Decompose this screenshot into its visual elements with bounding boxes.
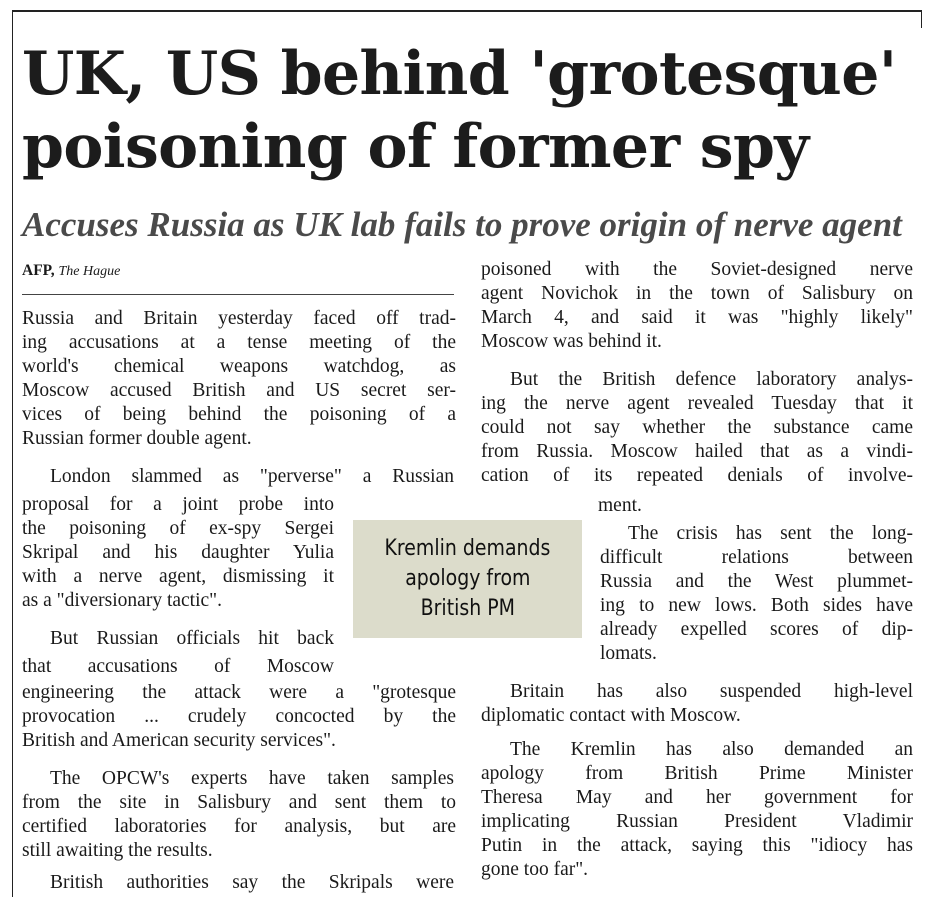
body-text-line: poisoned with the Soviet-designed nerve: [481, 259, 913, 280]
body-text-line: But Russian officials hit back: [50, 628, 334, 649]
right-column-rule: [921, 10, 922, 28]
body-text-line: Moscow was behind it.: [481, 331, 662, 352]
body-text-line: with a nerve agent, dismissing it: [22, 566, 334, 587]
body-text-line: provocation ... crudely concocted by the: [22, 706, 456, 727]
byline-agency: AFP,: [22, 262, 55, 279]
body-text-line: cation of its repeated denials of involve-: [481, 465, 913, 486]
body-text-line: difficult relations between: [600, 547, 913, 568]
body-text-line: Russian former double agent.: [22, 428, 252, 449]
body-text-line: world's chemical weapons watchdog, as: [22, 356, 456, 377]
body-text-line: diplomatic contact with Moscow.: [481, 705, 741, 726]
byline: [22, 262, 120, 280]
body-text-line: gone too far".: [481, 859, 589, 880]
headline: [22, 38, 927, 184]
body-text-line: Putin in the attack, saying this "idiocy has: [481, 835, 913, 856]
body-text-line: The OPCW's experts have taken samples: [50, 768, 454, 789]
body-text-line: ment.: [598, 495, 642, 516]
body-text-line: Skripal and his daughter Yulia: [22, 542, 334, 563]
body-text-line: apology from British Prime Minister: [481, 763, 913, 784]
headline-line: UK, US behind 'grotesque': [22, 39, 897, 109]
headline-line: poisoning of former spy: [22, 112, 809, 182]
pull-quote: [353, 520, 582, 638]
body-text-line: The crisis has sent the long-: [628, 523, 913, 544]
body-text-line: vices of being behind the poisoning of a: [22, 404, 456, 425]
body-text-line: could not say whether the substance came: [481, 417, 913, 438]
body-text-line: still awaiting the results.: [22, 840, 213, 861]
body-text-line: the poisoning of ex-spy Sergei: [22, 518, 334, 539]
left-column-rule: [12, 10, 13, 897]
body-text-line: implicating Russian President Vladimir: [481, 811, 913, 832]
body-text-line: engineering the attack were a "grotesque: [22, 682, 456, 703]
body-text-line: ing to new lows. Both sides have: [600, 595, 913, 616]
pull-quote-line: apology from: [404, 566, 531, 591]
top-rule: [12, 10, 922, 12]
body-text-line: ing accusations at a tense meeting of the: [22, 332, 456, 353]
body-text-line: proposal for a joint probe into: [22, 494, 334, 515]
body-text-line: British and American security services".: [22, 730, 336, 751]
body-text-line: from the site in Salisbury and sent them to: [22, 792, 456, 813]
body-text-line: Russia and the West plummet-: [600, 571, 913, 592]
body-text-line: But the British defence laboratory analys-: [510, 369, 913, 390]
body-text-line: as a "diversionary tactic".: [22, 590, 223, 611]
body-text-line: British authorities say the Skripals were: [50, 872, 454, 893]
body-text-line: Russia and Britain yesterday faced off trad-: [22, 308, 456, 329]
body-text-line: ing the nerve agent revealed Tuesday that it: [481, 393, 913, 414]
body-text-line: Moscow accused British and US secret ser-: [22, 380, 456, 401]
pull-quote-line: Kremlin demands: [384, 536, 551, 561]
deck-subheadline: Accuses Russia as UK lab fails to prove origin of nerve agent: [22, 205, 902, 244]
body-text-line: lomats.: [600, 643, 657, 664]
byline-rule: [22, 294, 454, 295]
body-text-line: March 4, and said it was "highly likely": [481, 307, 913, 328]
body-text-line: that accusations of Moscow: [22, 656, 334, 677]
pull-quote-line: British PM: [420, 596, 515, 621]
byline-place: The Hague: [58, 264, 121, 279]
body-text-line: already expelled scores of dip-: [600, 619, 913, 640]
body-text-line: certified laboratories for analysis, but are: [22, 816, 456, 837]
body-text-line: Theresa May and her government for: [481, 787, 913, 808]
body-text-line: The Kremlin has also demanded an: [510, 739, 913, 760]
body-text-line: from Russia. Moscow hailed that as a vindi-: [481, 441, 913, 462]
body-text-line: London slammed as "perverse" a Russian: [50, 466, 454, 487]
body-text-line: Britain has also suspended high-level: [510, 681, 913, 702]
body-text-line: agent Novichok in the town of Salisbury on: [481, 283, 913, 304]
